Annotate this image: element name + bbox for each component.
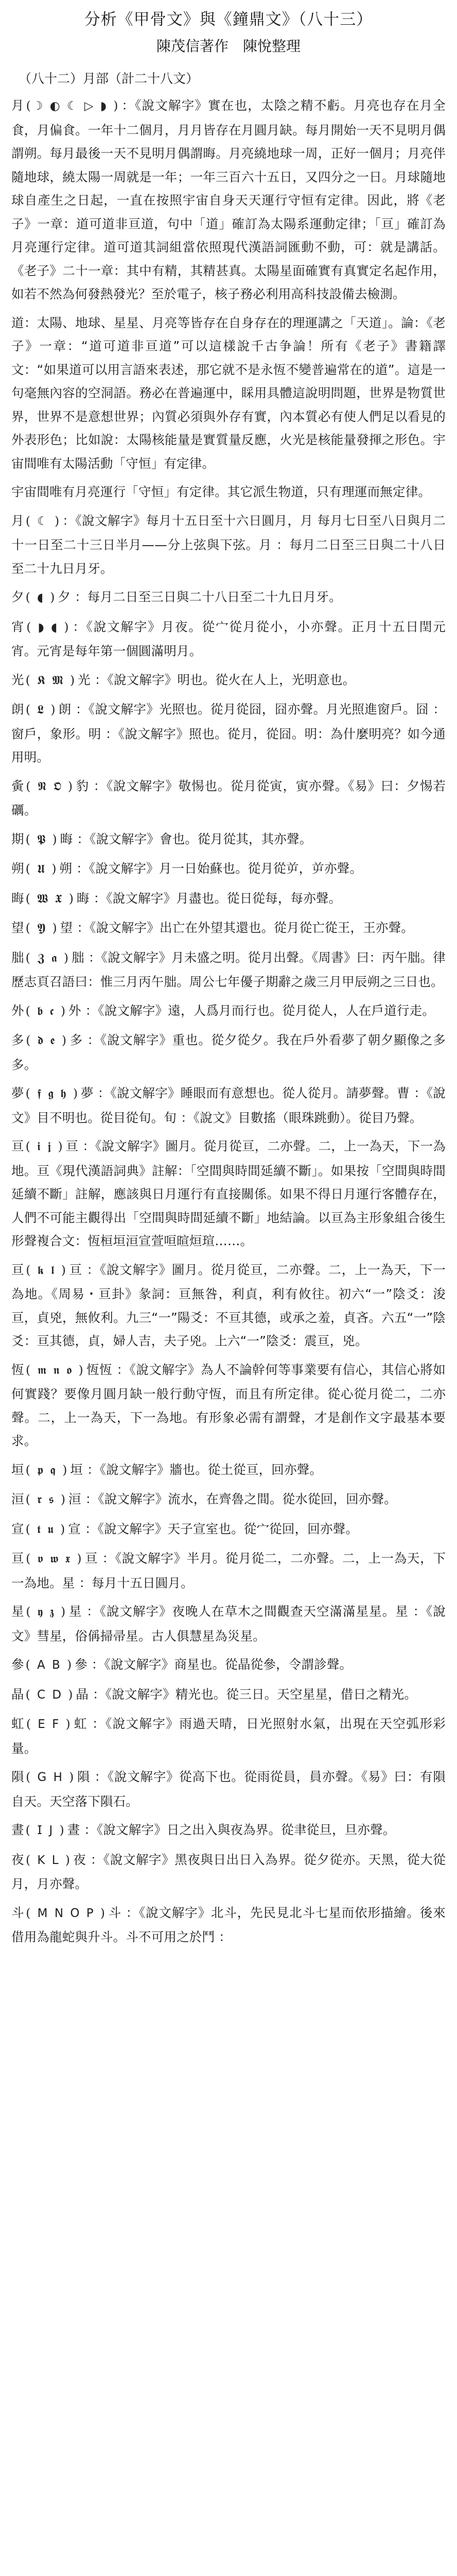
paragraph-text: ：《說文解字》每月十五日至十六日圓月，月 每月七日至八日與月二十一日至二十三日半月——分上弦與下弦。月 ：每月二日至三日與二十八日至二十九日月牙。	[11, 513, 446, 576]
entry-character: 洹	[11, 1492, 24, 1506]
entry-character: 多	[11, 1032, 25, 1047]
ancient-glyph: ( 𝖢 𝖣 )	[25, 1688, 75, 1702]
paragraph	[11, 1517, 446, 1542]
ancient-glyph: ( 𝖂 𝖃 )	[25, 892, 75, 906]
paragraph-text: 宇宙間唯有月亮運行「守恒」有定律。其它派生物道，只有理運而無定律。	[11, 484, 431, 499]
paragraph	[11, 311, 446, 476]
ancient-glyph: ( 𝖋 𝖌 𝖍 )	[25, 1087, 79, 1100]
paragraph-text: 星 ：《說文解字》夜晚人在草木之間觀查天空滿滿星星。星 ：《說文》彗星，俗偁掃帚星。古人俱慧星為災星。	[11, 1604, 446, 1643]
ancient-glyph: ( ◗ ◖ )	[26, 620, 71, 634]
paragraph	[11, 480, 446, 504]
entry-character: 朗	[11, 702, 24, 717]
paragraph-text: 夕 ：每月二日至三日與二十八日至二十九日月牙。	[58, 589, 342, 604]
paragraph-text: 外 ：《說文解字》遠，人爲月而行也。從月從人，人在戶道行走。	[68, 1003, 435, 1018]
section-heading: （八十二）月部（計二十八文）	[19, 71, 199, 86]
entry-character: 宣	[11, 1521, 24, 1536]
paragraph	[11, 916, 446, 941]
paragraph	[11, 615, 446, 663]
ancient-glyph: ( 𝖒 𝖓 𝖔 )	[26, 1363, 85, 1377]
entry-character: 亘	[11, 1139, 24, 1154]
ancient-glyph: ( 𝖠 𝖡 )	[25, 1658, 74, 1672]
paragraph-text: 斗 ：《說文解字》北斗，先民見北斗七星而依形描繪。後來借用為龍蛇與升斗。斗不可用之於鬥 ：	[11, 1905, 446, 1944]
paragraph	[11, 1765, 446, 1813]
entry-character: 垣	[11, 1462, 24, 1477]
ancient-glyph: ( 𝖀 )	[25, 862, 58, 876]
entry-character: 星	[11, 1604, 25, 1619]
paragraph	[11, 857, 446, 882]
entry-character: 光	[11, 672, 24, 687]
entry-character: 望	[11, 920, 24, 935]
paragraph-text: 朔 ：《說文解字》月一日始蘇也。從月從屰，屰亦聲。	[59, 861, 363, 876]
ancient-glyph: ( 𝖬 𝖭 𝖮 𝖯 )	[26, 1906, 107, 1920]
entry-character: 參	[11, 1657, 24, 1672]
paragraph-text: 晦 ：《說文解字》月盡也。從日從每，每亦聲。	[76, 890, 342, 906]
paragraph	[11, 1028, 446, 1076]
entry-character: 外	[11, 1003, 24, 1018]
paragraph-text: 晦 ：《說文解字》會也。從月從其，其亦聲。	[60, 831, 312, 846]
paragraph	[11, 698, 446, 769]
ancient-glyph: ( 𝖨 𝖩 )	[25, 1824, 66, 1837]
paragraph	[11, 999, 446, 1024]
entry-character: 宵	[11, 619, 25, 634]
paragraph-text: 虹 ：《說文解字》雨過天晴，日光照射水氣，出現在天空弧形彩量。	[11, 1716, 446, 1756]
paragraph-text: 晝 ：《說文解字》日之出入與夜為界。從聿從旦，旦亦聲。	[67, 1822, 396, 1837]
ancient-glyph: (☽ ◐ ☾ ▷ ◗ )	[26, 99, 120, 113]
paragraph	[11, 774, 446, 822]
paragraph-text: 多 ：《說文解字》重也。從夕從夕。我在戶外看夢了朝夕顯像之多多。	[11, 1032, 446, 1072]
ancient-glyph: ( 𝖕 𝖖 )	[25, 1463, 69, 1477]
paragraph	[11, 509, 446, 581]
paragraph	[11, 1358, 446, 1453]
entry-character: 夤	[11, 778, 25, 793]
ancient-glyph: ( 𝖎 𝖏 )	[25, 1140, 64, 1154]
paragraph-text: 夢 ：《說文解字》睡眼而有意想也。從人從月。請夢聲。曹 ：《說文》目不明也。從目從旬。旬 ：《說文》目數搖（眼珠跳動）。從目乃聲。	[11, 1086, 446, 1125]
entry-character: 隕	[11, 1769, 25, 1784]
paragraph-text: 亘 ：《說文解字》半月。從月從二，二亦聲。二，上一為天，下一為地。星 ：每月十五日圓月。	[11, 1551, 446, 1590]
entry-character: 亘	[11, 1551, 25, 1566]
entry-character: 夢	[11, 1086, 24, 1100]
entry-character: 晝	[11, 1822, 24, 1837]
entry-character: 夜	[11, 1852, 25, 1867]
paragraph	[11, 1818, 446, 1843]
paragraph-text: 宣 ：《說文解字》天子宣室也。從宀從回，回亦聲。	[68, 1521, 359, 1536]
entry-character: 斗	[11, 1905, 25, 1920]
document-author: 陳茂信著作 陳悅整理	[156, 38, 301, 55]
entry-character: 朏	[11, 950, 24, 965]
paragraph	[11, 1683, 446, 1707]
ancient-glyph: ( 𝖇 𝖈 )	[25, 1004, 67, 1018]
paragraph	[11, 1487, 446, 1512]
ancient-glyph: ( 𝖦 𝖧 )	[26, 1771, 76, 1784]
entry-character: 朔	[11, 861, 24, 876]
ancient-glyph: ( ☾ )	[25, 514, 61, 528]
entry-character: 恆	[11, 1362, 25, 1377]
entry-character: 月	[11, 513, 24, 528]
ancient-glyph: ( 𝖗 𝖘 )	[25, 1493, 67, 1506]
document-title: 分析《甲骨文》與《鐘鼎文》（八十三）	[84, 10, 373, 29]
entry-character: 夕	[11, 589, 24, 604]
paragraph-text: 洹 ：《說文解字》流水，在齊魯之間。從水從回，回亦聲。	[68, 1492, 397, 1506]
paragraph	[11, 1134, 446, 1253]
paragraph-text: 夜 ：《說文解字》黑夜與日出日入為界。從夕從亦。天黑，從大從月，月亦聲。	[11, 1852, 446, 1891]
paragraph	[11, 585, 446, 610]
paragraph-text: 朏 ：《說文解字》月未盛之明。從月出聲。《周書》曰：丙午朏。律歷志頁召語曰：惟三月丙午朏。周公七年優子期辭之歲三月甲辰朔之三日也。	[11, 950, 446, 989]
paragraph	[11, 1600, 446, 1648]
paragraph	[11, 1901, 446, 1949]
paragraph-text: 道：太陽、地球、星星、月亮等皆存在自身存在的理運講之「天道」。論：《老子》一章：“道可道非亘道”可以這樣說千古争論！所有《老子》書籍譯文：“如果道可以用言語來表述，那它就不是永恆不變普遍常在的道”。這是一句毫無內容的空洞語。務必在普遍運中，睬用具體這說明問題，世界是物質世界，世界不是意想世界；內質必須與外存有實，內本質必有使人們足以看見的外表形色；比如說：太陽核能量是實質量反應，火光是核能量發揮之形色。宇宙間唯有太陽活動「守恒」有定律。	[11, 315, 446, 471]
ancient-glyph: ( 𝕻 )	[25, 833, 59, 846]
ancient-glyph: ( ◖ )	[25, 591, 57, 604]
document-body	[11, 94, 446, 1949]
ancient-glyph: ( 𝖉 𝖊 )	[26, 1034, 68, 1047]
paragraph-text: ：《說文解字》月夜。從宀從月從小，小亦聲。正月十五日閏元宵。元宵是每年第一個圓滿明月。	[11, 619, 446, 658]
paragraph	[11, 887, 446, 911]
ancient-glyph: ( 𝖞 𝖟 )	[26, 1605, 67, 1619]
paragraph	[11, 668, 446, 693]
ancient-glyph: ( 𝖪 𝖫 )	[26, 1853, 72, 1867]
paragraph	[11, 946, 446, 994]
ancient-glyph: ( 𝖤 𝖥 )	[26, 1718, 72, 1731]
entry-character: 亘	[11, 1262, 25, 1277]
paragraph-text: 亘 ：《說文解字》圖月。從月從亘，二亦聲。二，上一為天，下一為地。《周易・亘卦》彖詞：亘無咎，利貞，利有攸往。初六“一”陰爻：浚亘，貞兇，無攸利。九三“一”陽爻：不亘其德，或承之羞，貞吝。六五“一”陰爻：亘其德，貞，婦人吉，夫子兇。上六“一”陰爻：震亘，兇。	[11, 1262, 446, 1348]
paragraph	[11, 1848, 446, 1896]
paragraph	[11, 1547, 446, 1595]
entry-character: 月	[11, 98, 25, 113]
entry-character: 晶	[11, 1686, 24, 1702]
paragraph-text: 望 ：《說文解字》出亡在外望其還也。從月從亡從王，王亦聲。	[60, 920, 414, 935]
paragraph-text: 亘 ：《說文解字》圖月。從月從亘，二亦聲。二，上一為天，下一為地。亘《現代漢語詞典》註解：「空間與時間延續不斷」。如果按「空間與時間延續不斷」註解，應該與日月運行有直接關係。如果不得日月運行客體存在，人們不可能主觀得出「空間與時間延續不斷」地結論。以亘為主形象組合後生形聲複合文：恆桓垣洹宣萱咺暄烜瑄……。	[11, 1139, 446, 1248]
ancient-glyph: ( 𝖛 𝖜 𝖝 )	[26, 1552, 83, 1566]
paragraph-text: 光 ：《說文解字》明也。從火在人上，光明意也。	[78, 672, 356, 687]
paragraph	[11, 94, 446, 306]
entry-character: 晦	[11, 890, 24, 906]
entry-character: 期	[11, 831, 24, 846]
paragraph	[11, 1458, 446, 1483]
ancient-glyph: ( 𝕹 𝕺 )	[26, 779, 74, 793]
paragraph	[11, 1258, 446, 1353]
ancient-glyph: ( 𝕷 )	[25, 703, 57, 717]
paragraph-text: 隕 ：《說文解字》從高下也。從雨從員，員亦聲。《易》曰：有隕自天。天空落下隕石。	[11, 1769, 446, 1809]
entry-character: 虹	[11, 1716, 25, 1731]
paragraph-text: 豹 ：《說文解字》敬惕也。從月從寅，寅亦聲。《易》曰：夕惕若礪。	[11, 778, 446, 818]
paragraph-text: 晶 ：《說文解字》精光也。從三日。天空星星，借日之精光。	[76, 1686, 417, 1702]
paragraph-text: 恆恆 ：《說文解字》為人不論幹何等事業要有信心，其信心將如何實踐？要像月圓月缺一般行動守恆，而且有所定律。從心從月從二，二亦聲。二，上一為天，下一為地。有形象必需有謂聲，才是創作文字最基本要求。	[11, 1362, 446, 1448]
paragraph-text: 朗 ：《說文解字》光照也。從月從囧，囧亦聲。月光照進窗戶。囧 ：窗戶，象形。明 ：《說文解字》照也。從月，從囧。明：為什麼明亮？如今通用明。	[11, 702, 446, 765]
paragraph	[11, 1081, 446, 1129]
ancient-glyph: ( 𝖄 )	[25, 922, 59, 935]
paragraph	[11, 1712, 446, 1760]
paragraph-text: ：《說文解字》實在也，太陰之精不虧。月亮也存在月全食，月偏食。一年十二個月，月月皆存在月圓月缺。每月開始一天不見明月偶謂朔。每月最後一天不見明月偶謂晦。月亮繞地球一周，正好一個月；月亮伴隨地球，繞太陽一周就是一年；一年三百六十五日，又四分之一日。月球隨地球自產生之日起，一直在按照宇宙自身天天運行守恒有定律。因此，將《老子》一章：道可道非亘道，句中「道」確訂為太陽系運動定律；「亘」確訂為月亮運行定律。道可道其詞組當依照現代漢語詞匯動不動，可：就是講話。《老子》二十一章：其中有精，其精甚真。太陽星面確實有真實定名起作用，如若不然為何發熱發光？至於電子，核子務必利用高科技設備去檢測。	[11, 98, 446, 301]
ancient-glyph: ( 𝖙 𝖚 )	[25, 1522, 67, 1536]
paragraph	[11, 827, 446, 852]
paragraph	[11, 1653, 446, 1677]
ancient-glyph: ( 𝖐 𝖑 )	[26, 1263, 67, 1277]
ancient-glyph: ( 𝖅 𝖆 )	[25, 951, 70, 965]
ancient-glyph: ( 𝕶 𝕸 )	[25, 673, 77, 687]
paragraph-text: 參 ：《說文解字》商星也。從晶從參，令謂診聲。	[75, 1657, 353, 1672]
paragraph-text: 垣 ：《說文解字》牆也。從土從亘，回亦聲。	[70, 1462, 323, 1477]
